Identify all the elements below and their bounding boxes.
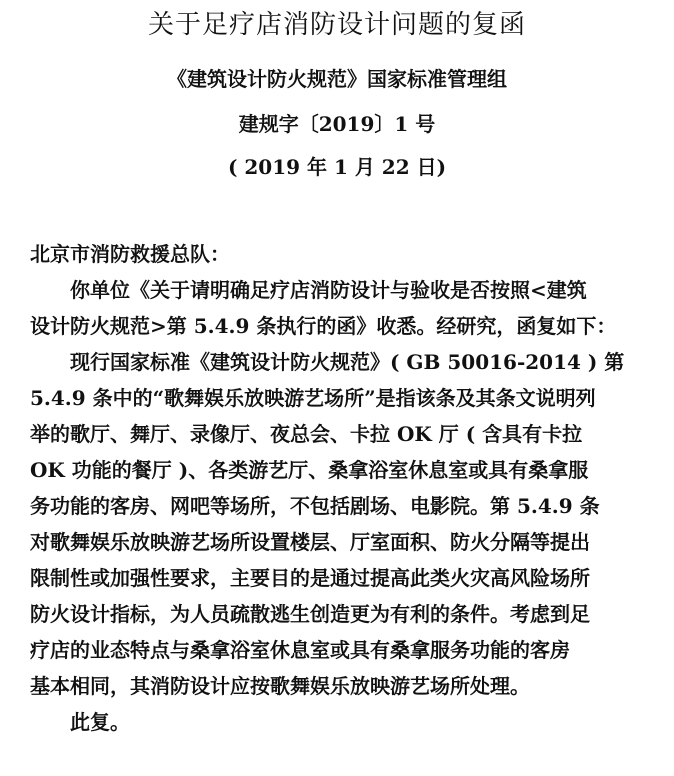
body-line: 务功能的客房、网吧等场所，不包括剧场、电影院。第 5.4.9 条 [30, 494, 600, 518]
salutation: 北京市消防救援总队： [30, 242, 230, 266]
body-line: 设计防火规范>第 5.4.9 条执行的函》收悉。经研究，函复如下： [30, 314, 617, 338]
closing: 此复。 [70, 710, 130, 734]
body-line: 基本相同，其消防设计应按歌舞娱乐放映游艺场所处理。 [30, 674, 530, 698]
body-line: 现行国家标准《建筑设计防火规范》( GB 50016-2014 ) 第 [70, 350, 625, 374]
issuer-name: 《建筑设计防火规范》国家标准管理组 [167, 67, 507, 91]
body-line: 5.4.9 条中的“歌舞娱乐放映游艺场所”是指该条及其条文说明列 [30, 386, 596, 410]
body-line: 你单位《关于请明确足疗店消防设计与验收是否按照<建筑 [70, 278, 587, 302]
body-line: 举的歌厅、舞厅、录像厅、夜总会、卡拉 OK 厅 ( 含具有卡拉 [30, 422, 583, 446]
body-line: 防火设计指标，为人员疏散逃生创造更为有利的条件。考虑到足 [30, 602, 590, 626]
body-line: 疗店的业态特点与桑拿浴室休息室或具有桑拿服务功能的客房 [30, 638, 570, 662]
letter-title: 关于足疗店消防设计问题的复函 [147, 10, 526, 40]
body-line: OK 功能的餐厅 )、各类游艺厅、桑拿浴室休息室或具有桑拿服 [30, 458, 589, 482]
body-line: 限制性或加强性要求，主要目的是通过提高此类火灾高风险场所 [30, 566, 590, 590]
document-number: 建规字〔2019〕1 号 [238, 112, 436, 136]
body-line: 对歌舞娱乐放映游艺场所设置楼层、厅室面积、防火分隔等提出 [30, 530, 590, 554]
letter-body [30, 236, 650, 740]
issue-date: ( 2019 年 1 月 22 日) [227, 155, 447, 179]
